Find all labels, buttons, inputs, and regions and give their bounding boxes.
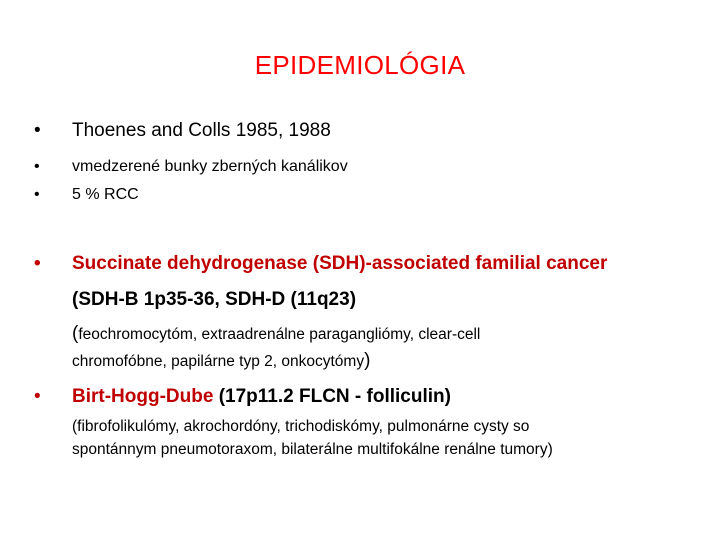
- bullet-item-4-line2: (SDH-B 1p35-36, SDH-D (11q23): [72, 289, 357, 310]
- bullet-text: (17p11.2 FLCN - folliculin): [213, 386, 451, 407]
- slide-title: EPIDEMIOLÓGIA: [254, 50, 466, 80]
- bullet-marker: •: [34, 158, 40, 175]
- detail-text: chromofóbne, papilárne typ 2, onkocytómy: [72, 353, 365, 370]
- bullet-item-3: [34, 186, 139, 204]
- open-paren: (: [72, 323, 79, 344]
- bullet-item-1: [34, 120, 331, 142]
- detail-text: feochromocytóm, extraadrenálne paragangliómy, clear-cell: [78, 326, 481, 343]
- bullet-item-4-detail-line2: [72, 350, 370, 372]
- bullet-item-5-detail-line1: (fibrofolikulómy, akrochordóny, trichodiskómy, pulmonárne cysty so: [72, 418, 530, 435]
- bullet-text: Thoenes and Colls 1985, 1988: [72, 120, 331, 141]
- bullet-item-4: [34, 253, 607, 275]
- bullet-marker: •: [34, 186, 40, 203]
- bullet-item-5: [34, 386, 451, 408]
- bullet-text-emphasis: Birt-Hogg-Dube: [72, 386, 214, 407]
- bullet-marker: •: [34, 386, 41, 407]
- bullet-item-5-detail-line2: spontánnym pneumotoraxom, bilaterálne multifokálne renálne tumory): [72, 441, 553, 458]
- bullet-text: Succinate dehydrogenase (SDH)-associated familial cancer: [72, 253, 608, 274]
- bullet-text: vmedzerené bunky zberných kanálikov: [72, 158, 348, 175]
- bullet-item-4-detail-line1: [72, 323, 480, 345]
- bullet-marker: •: [34, 120, 41, 141]
- bullet-text: 5 % RCC: [72, 186, 139, 203]
- bullet-item-2: [34, 158, 348, 176]
- close-paren: ): [364, 350, 371, 371]
- bullet-marker: •: [34, 253, 41, 274]
